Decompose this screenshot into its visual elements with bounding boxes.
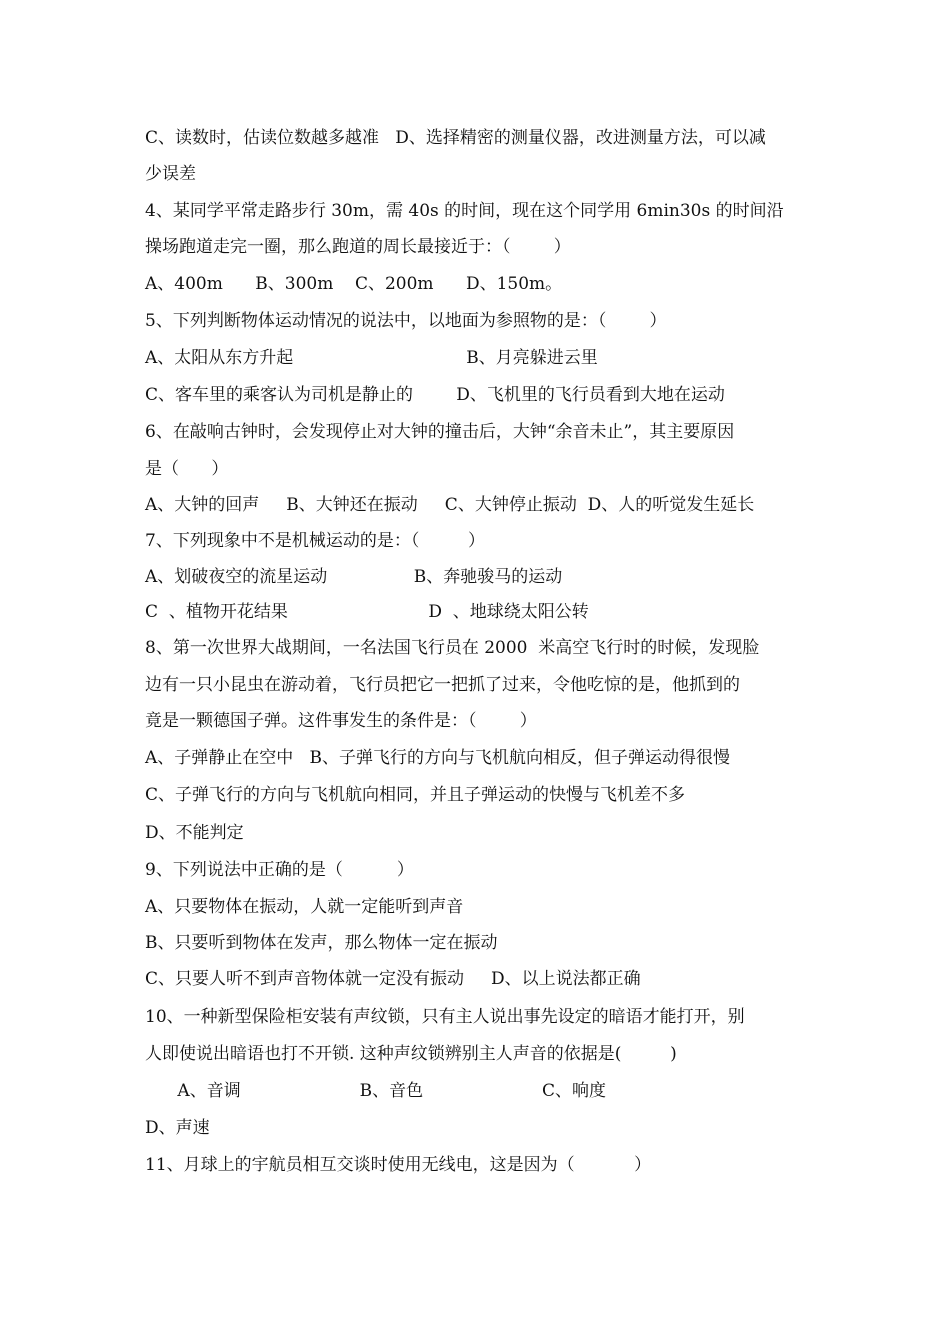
- text-line: A、只要物体在振动，人就一定能听到声音: [145, 897, 464, 917]
- text-line: C、只要人听不到声音物体就一定没有振动 D、以上说法都正确: [145, 969, 641, 989]
- text-line: 11、月球上的宇航员相互交谈时使用无线电，这是因为（ ）: [145, 1155, 652, 1175]
- text-line: C 、植物开花结果 D 、地球绕太阳公转: [145, 602, 589, 622]
- text-line: A、音调 B、音色 C、响度: [145, 1081, 606, 1101]
- text-line: D、不能判定: [145, 823, 244, 843]
- text-line: D、声速: [145, 1118, 210, 1138]
- text-line: A、大钟的回声 B、大钟还在振动 C、大钟停止振动 D、人的听觉发生延长: [145, 495, 755, 515]
- text-line: B、只要听到物体在发声，那么物体一定在振动: [145, 933, 498, 953]
- text-line: 7、下列现象中不是机械运动的是：（ ）: [145, 531, 485, 551]
- text-line: A、划破夜空的流星运动 B、奔驰骏马的运动: [145, 567, 563, 587]
- text-line: 9、下列说法中正确的是（ ）: [145, 860, 414, 880]
- text-line: A、太阳从东方升起 B、月亮躲进云里: [145, 348, 598, 368]
- text-line: 5、下列判断物体运动情况的说法中，以地面为参照物的是：（ ）: [145, 311, 667, 331]
- text-line: 少误差: [145, 164, 196, 184]
- text-line: 8、第一次世界大战期间，一名法国飞行员在 2000 米高空飞行时的时候，发现脸: [145, 638, 760, 658]
- text-line: A、400m B、300m C、200m D、150m。: [145, 274, 563, 294]
- text-line: 10、一种新型保险柜安装有声纹锁，只有主人说出事先设定的暗语才能打开，别: [145, 1007, 745, 1027]
- text-line: 边有一只小昆虫在游动着，飞行员把它一把抓了过来，令他吃惊的是，他抓到的: [145, 675, 740, 695]
- text-line: A、子弹静止在空中 B、子弹飞行的方向与飞机航向相反，但子弹运动得很慢: [145, 748, 730, 768]
- text-line: 是（ ）: [145, 459, 229, 479]
- text-line: C、读数时，估读位数越多越准 D、选择精密的测量仪器，改进测量方法，可以减: [145, 128, 766, 148]
- text-line: 6、在敲响古钟时，会发现停止对大钟的撞击后，大钟“余音未止”，其主要原因: [145, 422, 735, 442]
- text-line: C、子弹飞行的方向与飞机航向相同，并且子弹运动的快慢与飞机差不多: [145, 785, 686, 805]
- text-line: 人即使说出暗语也打不开锁. 这种声纹锁辨别主人声音的依据是( ): [145, 1044, 677, 1064]
- text-line: 竟是一颗德国子弹。这件事发生的条件是：（ ）: [145, 711, 537, 731]
- text-line: 操场跑道走完一圈，那么跑道的周长最接近于：（ ）: [145, 237, 571, 257]
- text-line: 4、某同学平常走路步行 30m，需 40s 的时间，现在这个同学用 6min30s 的时间沿: [145, 201, 784, 221]
- text-line: C、客车里的乘客认为司机是静止的 D、飞机里的飞行员看到大地在运动: [145, 385, 725, 405]
